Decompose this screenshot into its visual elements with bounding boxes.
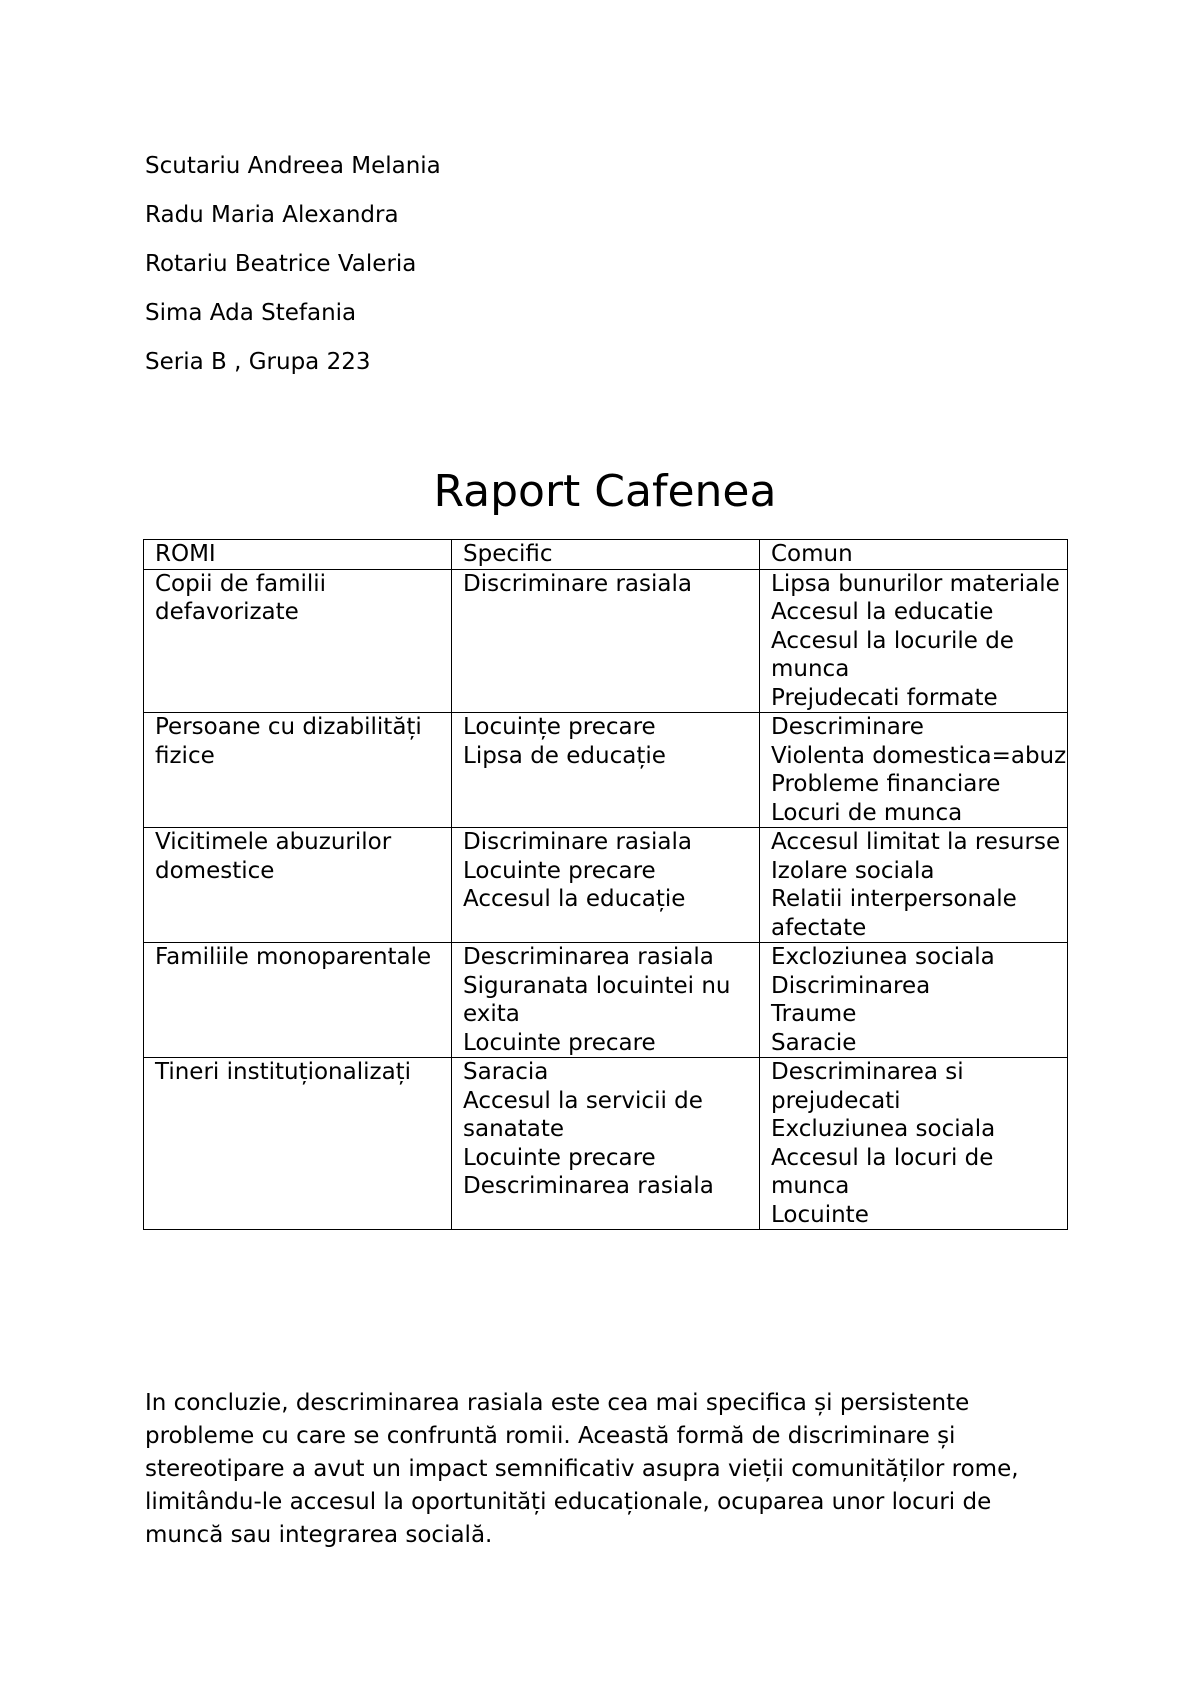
- cell-line: Descriminarea rasiala: [463, 944, 714, 970]
- cell-line: Relatii interpersonale afectate: [771, 886, 1017, 941]
- cell-line: Locuinte precare: [463, 1029, 656, 1056]
- cell-line: Probleme financiare: [771, 771, 1001, 797]
- group-cell: [144, 713, 452, 828]
- cell-line: Accesul la educație: [463, 886, 686, 912]
- cell-line: Persoane cu dizabilități fizice: [155, 714, 422, 769]
- table-row: [144, 713, 1068, 828]
- common-cell: [760, 713, 1068, 828]
- specific-cell: [452, 943, 760, 1058]
- header-cell-specific: Specific: [452, 540, 760, 570]
- author-name: Scutariu Andreea Melania: [145, 153, 441, 179]
- document-title: Raport Cafenea: [433, 466, 777, 517]
- cell-line: Accesul limitat la resurse: [771, 829, 1061, 855]
- cell-line: Excloziunea sociala: [771, 944, 995, 970]
- cell-line: Locuințe precare: [463, 714, 656, 740]
- cell-line: Discriminare rasiala: [463, 829, 692, 855]
- conclusion-paragraph: In concluzie, descriminarea rasiala este cea mai specifica și persistente probleme cu care se confruntă romii. Această formă de discriminare și stereotipare a avut un impact semnificativ asupra vieții comunităților rome, limitându-le accesul la oportunități educaționale, ocuparea unor locuri de muncă sau integrarea socială.: [145, 1390, 1019, 1548]
- cell-line: Locuinte: [771, 1201, 869, 1228]
- author-list: [145, 142, 441, 387]
- cell-line: Siguranata locuintei nu exita: [463, 972, 731, 1027]
- cell-line: Excluziunea sociala: [771, 1116, 996, 1142]
- cell-line: Copii de familii defavorizate: [155, 570, 327, 625]
- cell-line: Descriminare: [771, 714, 924, 740]
- common-cell: [760, 1058, 1068, 1230]
- cell-line: Tineri instituționalizați: [155, 1059, 412, 1085]
- author-name: Radu Maria Alexandra: [145, 202, 399, 228]
- table-header-row: [144, 540, 1068, 570]
- cell-line: Saracie: [771, 1029, 857, 1056]
- cell-line: Descriminarea si prejudecati: [771, 1059, 964, 1114]
- cell-line: Accesul la locurile de munca: [771, 627, 1014, 682]
- cell-line: Accesul la servicii de sanatate: [463, 1087, 703, 1142]
- common-cell: [760, 943, 1068, 1058]
- author-name: Sima Ada Stefania: [145, 300, 357, 326]
- specific-cell: [452, 828, 760, 943]
- cell-line: Traume: [771, 1001, 857, 1027]
- group-cell: [144, 828, 452, 943]
- author-name: Rotariu Beatrice Valeria: [145, 251, 417, 277]
- header-cell-group: ROMI: [144, 540, 452, 570]
- common-cell: [760, 569, 1068, 713]
- group-cell: [144, 1058, 452, 1230]
- group-info: Seria B , Grupa 223: [145, 349, 371, 375]
- table-row: [144, 943, 1068, 1058]
- table-row: [144, 828, 1068, 943]
- table-row: [144, 1058, 1068, 1230]
- specific-cell: [452, 713, 760, 828]
- cell-line: Locuinte precare: [463, 1144, 656, 1171]
- specific-cell: [452, 1058, 760, 1230]
- cell-line: Discriminarea: [771, 972, 931, 999]
- cell-line: Locuri de munca: [771, 799, 963, 826]
- cell-line: Familiile monoparentale: [155, 944, 432, 970]
- cell-line: Saracia: [463, 1059, 549, 1085]
- cell-line: Descriminarea rasiala: [463, 1173, 714, 1199]
- common-cell: [760, 828, 1068, 943]
- cell-line: Accesul la locuri de munca: [771, 1144, 994, 1199]
- cell-line: Violenta domestica=abuz: [771, 742, 1067, 769]
- specific-cell: [452, 569, 760, 713]
- header-cell-common: Comun: [760, 540, 1068, 570]
- report-table: [143, 539, 1068, 1230]
- table-row: [144, 569, 1068, 713]
- cell-line: Prejudecati formate: [771, 684, 998, 711]
- group-cell: [144, 569, 452, 713]
- cell-line: Discriminare rasiala: [463, 570, 692, 597]
- cell-line: Accesul la educatie: [771, 599, 994, 625]
- group-cell: [144, 943, 452, 1058]
- cell-line: Locuinte precare: [463, 857, 656, 884]
- cell-line: Lipsa bunurilor materiale: [771, 570, 1060, 597]
- cell-line: Lipsa de educație: [463, 742, 666, 769]
- cell-line: Vicitimele abuzurilor domestice: [155, 829, 392, 884]
- cell-line: Izolare sociala: [771, 857, 935, 884]
